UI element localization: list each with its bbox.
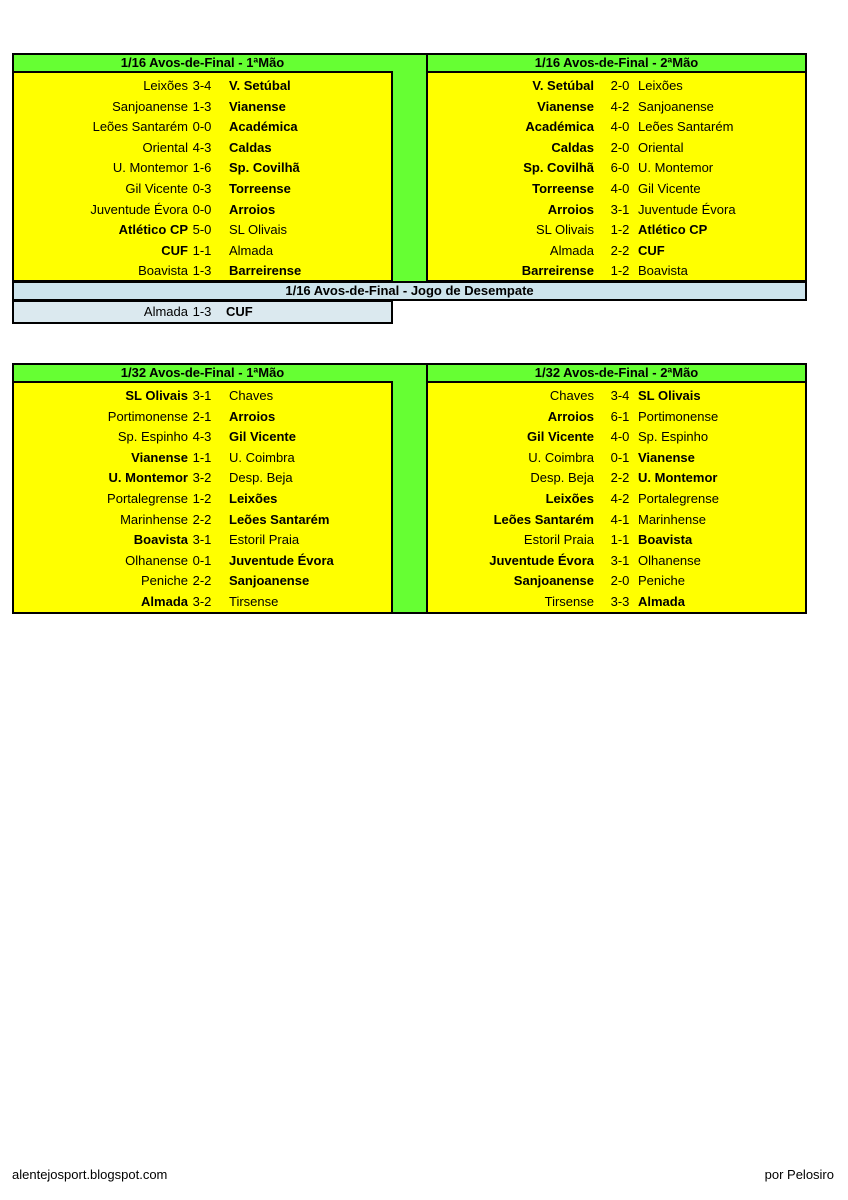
home-team: Juventude Évora [489, 552, 594, 568]
match-score: 3-4 [610, 388, 630, 403]
match-row [14, 200, 391, 221]
footer-author: por Pelosiro [764, 1167, 834, 1182]
away-team: Sp. Covilhã [229, 160, 300, 176]
match-score: 4-0 [610, 181, 630, 196]
match-score: 1-1 [610, 532, 630, 548]
away-team: Tirsense [229, 594, 279, 609]
home-team: Portalegrense [107, 491, 188, 506]
home-team: Leões Santarém [493, 511, 594, 527]
match-score: 3-1 [610, 201, 630, 217]
match-score: 3-4 [192, 78, 212, 93]
home-team: Almada [141, 594, 188, 609]
t32-leg1-panel [12, 381, 393, 614]
away-team: CUF [638, 242, 665, 258]
home-team: Vianense [131, 449, 188, 465]
home-team: Sanjoanense [513, 573, 594, 589]
match-row [428, 551, 805, 572]
match-score: 1-3 [192, 98, 212, 114]
away-team: Arroios [229, 408, 276, 424]
match-score: 2-2 [610, 470, 630, 486]
match-row [14, 220, 391, 241]
match-row [14, 571, 391, 592]
match-row [428, 571, 805, 592]
away-team: Barreirense [229, 263, 302, 279]
away-team: Leixões [229, 491, 278, 506]
away-team: Almada [638, 594, 685, 609]
away-team: Desp. Beja [229, 470, 293, 486]
match-score: 0-1 [192, 552, 212, 568]
away-team: Caldas [229, 139, 272, 155]
match-row [14, 427, 391, 448]
match-row [14, 489, 391, 510]
match-row [14, 592, 391, 613]
t16-leg2-header: 1/16 Avos-de-Final - 2ªMão [426, 53, 807, 73]
match-row [428, 261, 805, 282]
home-team: SL Olivais [535, 222, 594, 238]
away-team: Leões Santarém [229, 511, 330, 527]
match-row [428, 386, 805, 407]
match-score: 4-3 [192, 429, 212, 445]
match-row [428, 97, 805, 118]
home-team: Almada [143, 304, 188, 319]
away-team: Gil Vicente [638, 181, 701, 196]
match-score: 1-2 [192, 491, 212, 506]
home-team: Sanjoanense [112, 98, 188, 114]
home-team: Marinhense [120, 511, 188, 527]
match-score: 3-1 [192, 532, 212, 548]
away-team: Sanjoanense [229, 573, 310, 589]
home-team: Oriental [142, 139, 188, 155]
home-team: Gil Vicente [527, 429, 594, 445]
home-team: Leões Santarém [92, 119, 188, 135]
home-team: Tirsense [544, 594, 594, 609]
match-row [428, 179, 805, 200]
away-team: Juventude Évora [638, 201, 736, 217]
match-row [428, 158, 805, 179]
match-row [428, 117, 805, 138]
match-row [428, 510, 805, 531]
match-row [428, 427, 805, 448]
away-team: Sp. Espinho [638, 429, 709, 445]
match-score: 1-3 [192, 304, 212, 319]
match-score: 2-0 [610, 139, 630, 155]
away-team: Académica [229, 119, 298, 135]
match-score: 1-6 [192, 160, 212, 176]
away-team: Portalegrense [638, 491, 719, 506]
match-score: 1-1 [192, 449, 212, 465]
match-score: 3-2 [192, 594, 212, 609]
tiebreak-row [14, 302, 391, 322]
home-team: Vianense [537, 98, 594, 114]
match-score: 1-3 [192, 263, 212, 279]
home-team: Barreirense [521, 263, 594, 279]
match-score: 0-0 [192, 119, 212, 135]
match-score: 0-1 [610, 449, 630, 465]
match-score: 5-0 [192, 222, 212, 238]
match-score: 4-2 [610, 98, 630, 114]
t32-leg2-header: 1/32 Avos-de-Final - 2ªMão [426, 363, 807, 383]
home-team: Arroios [547, 201, 594, 217]
t16-tiebreak-panel [12, 300, 393, 324]
home-team: U. Coimbra [528, 449, 594, 465]
away-team: Peniche [638, 573, 685, 589]
match-row [428, 489, 805, 510]
home-team: Juventude Évora [90, 201, 188, 217]
t16-bridge [391, 53, 428, 282]
home-team: Académica [525, 119, 594, 135]
home-team: Olhanense [125, 552, 188, 568]
home-team: Chaves [549, 388, 594, 403]
away-team: Gil Vicente [229, 429, 296, 445]
home-team: V. Setúbal [532, 78, 594, 93]
match-row [14, 386, 391, 407]
match-row [14, 138, 391, 159]
match-score: 1-2 [610, 263, 630, 279]
home-team: Torreense [532, 181, 594, 196]
footer-site: alentejosport.blogspot.com [12, 1167, 168, 1182]
t32-bridge [391, 363, 428, 614]
match-score: 4-0 [610, 119, 630, 135]
match-row [14, 97, 391, 118]
away-team: SL Olivais [638, 388, 701, 403]
away-team: Chaves [229, 388, 274, 403]
away-team: SL Olivais [229, 222, 288, 238]
match-row [428, 200, 805, 221]
match-row [14, 510, 391, 531]
away-team: U. Coimbra [229, 449, 295, 465]
match-score: 4-1 [610, 511, 630, 527]
t32-leg2-panel [426, 381, 807, 614]
home-team: Arroios [547, 408, 594, 424]
match-row [428, 138, 805, 159]
t16-leg1-header: 1/16 Avos-de-Final - 1ªMão [12, 53, 393, 73]
t16-leg2-panel [426, 71, 807, 282]
home-team: Sp. Espinho [117, 429, 188, 445]
match-row [14, 261, 391, 282]
home-team: U. Montemor [108, 470, 188, 486]
match-row [14, 158, 391, 179]
match-score: 2-0 [610, 573, 630, 589]
away-team: CUF [226, 304, 253, 319]
home-team: U. Montemor [112, 160, 188, 176]
match-row [428, 220, 805, 241]
away-team: Estoril Praia [229, 532, 300, 548]
match-score: 4-2 [610, 491, 630, 506]
match-row [428, 76, 805, 97]
away-team: U. Montemor [638, 470, 718, 486]
match-score: 6-0 [610, 160, 630, 176]
match-row [428, 407, 805, 428]
away-team: Boavista [638, 263, 688, 279]
home-team: Estoril Praia [523, 532, 594, 548]
home-team: Gil Vicente [125, 181, 188, 196]
home-team: CUF [161, 242, 188, 258]
match-score: 3-1 [610, 552, 630, 568]
match-row [428, 530, 805, 551]
match-score: 2-1 [192, 408, 212, 424]
match-row [14, 117, 391, 138]
t16-leg1-panel [12, 71, 393, 282]
match-score: 1-1 [192, 242, 212, 258]
away-team: V. Setúbal [229, 78, 291, 93]
home-team: Peniche [141, 573, 188, 589]
away-team: Vianense [229, 98, 286, 114]
away-team: Atlético CP [638, 222, 708, 238]
match-score: 3-2 [192, 470, 212, 486]
match-score: 2-0 [610, 78, 630, 93]
away-team: Marinhense [638, 511, 706, 527]
match-row [14, 407, 391, 428]
home-team: Desp. Beja [530, 470, 594, 486]
away-team: Torreense [229, 181, 291, 196]
away-team: Olhanense [638, 552, 701, 568]
match-score: 0-0 [192, 201, 212, 217]
match-row [14, 241, 391, 262]
match-score: 4-0 [610, 429, 630, 445]
match-score: 2-2 [610, 242, 630, 258]
home-team: Portimonense [107, 408, 188, 424]
match-row [14, 76, 391, 97]
t16-tiebreak-header: 1/16 Avos-de-Final - Jogo de Desempate [12, 281, 807, 301]
home-team: Atlético CP [118, 222, 188, 238]
home-team: Boavista [133, 532, 188, 548]
match-row [428, 448, 805, 469]
away-team: Leões Santarém [638, 119, 734, 135]
match-row [428, 468, 805, 489]
match-score: 0-3 [192, 181, 212, 196]
match-score: 2-2 [192, 511, 212, 527]
away-team: Arroios [229, 201, 276, 217]
match-row [14, 530, 391, 551]
match-score: 1-2 [610, 222, 630, 238]
home-team: Almada [549, 242, 594, 258]
away-team: Leixões [638, 78, 683, 93]
match-row [14, 551, 391, 572]
t32-leg1-header: 1/32 Avos-de-Final - 1ªMão [12, 363, 393, 383]
home-team: Caldas [551, 139, 594, 155]
match-row [428, 592, 805, 613]
match-score: 4-3 [192, 139, 212, 155]
home-team: SL Olivais [125, 388, 188, 403]
away-team: U. Montemor [638, 160, 714, 176]
away-team: Sanjoanense [638, 98, 714, 114]
away-team: Portimonense [638, 408, 719, 424]
home-team: Leixões [545, 491, 594, 506]
match-score: 3-3 [610, 594, 630, 609]
away-team: Vianense [638, 449, 695, 465]
home-team: Leixões [143, 78, 188, 93]
match-row [14, 448, 391, 469]
away-team: Boavista [638, 532, 693, 548]
match-score: 3-1 [192, 388, 212, 403]
match-score: 6-1 [610, 408, 630, 424]
home-team: Sp. Covilhã [523, 160, 594, 176]
match-row [14, 468, 391, 489]
match-score: 2-2 [192, 573, 212, 589]
away-team: Oriental [638, 139, 684, 155]
match-row [14, 179, 391, 200]
home-team: Boavista [138, 263, 188, 279]
away-team: Juventude Évora [229, 552, 334, 568]
match-row [428, 241, 805, 262]
away-team: Almada [229, 242, 274, 258]
